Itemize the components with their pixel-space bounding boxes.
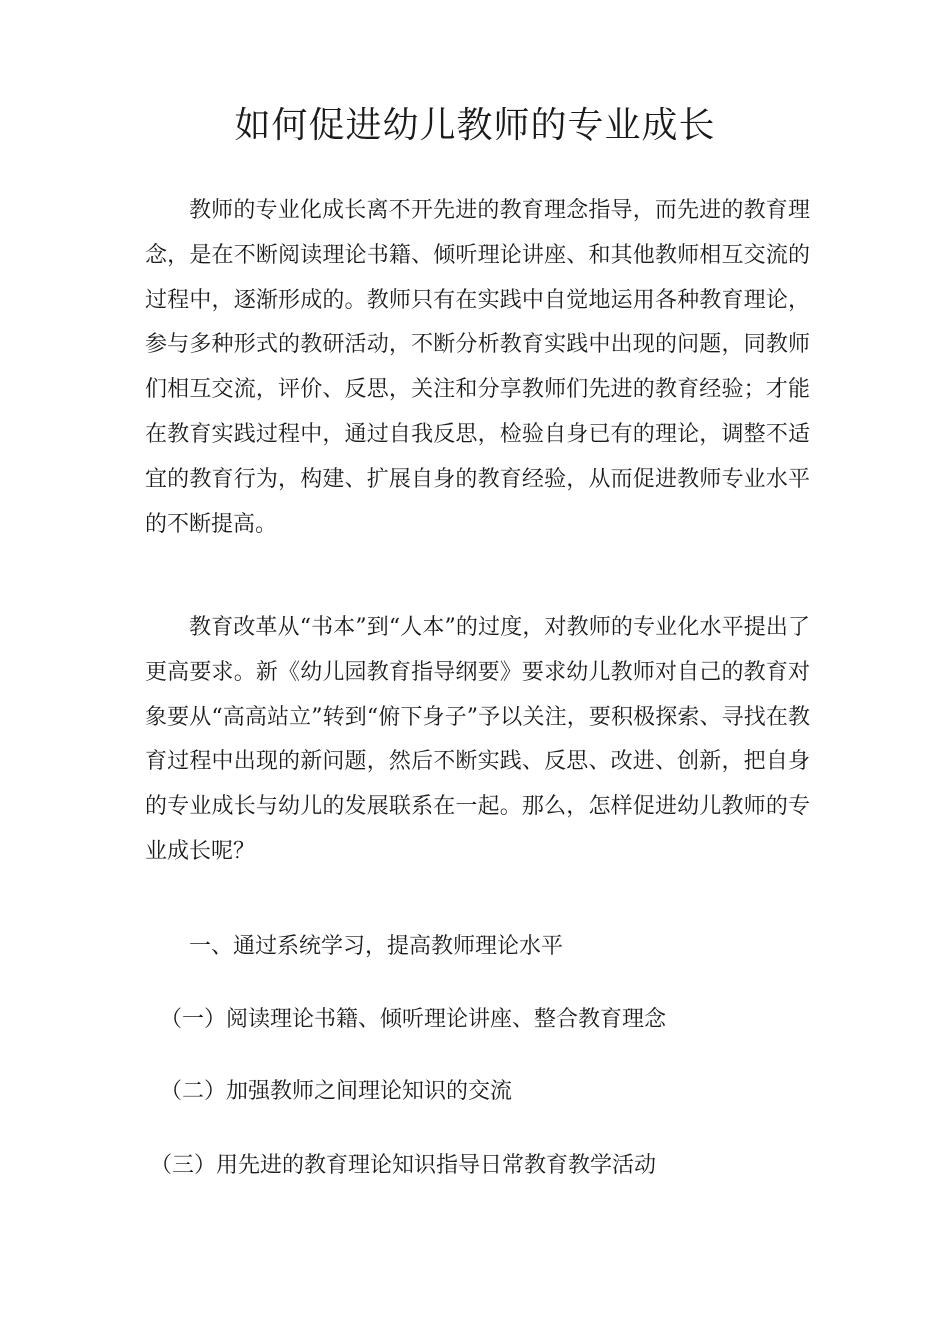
body-paragraph-1: 教师的专业化成长离不开先进的教育理念指导，而先进的教育理念，是在不断阅读理论书籍、倾听理论讲座、和其他教师相互交流的过程中，逐渐形成的。教师只有在实践中自觉地运用各种教育理论，参与多种形式的教研活动，不断分析教育实践中出现的问题，同教师们相互交流，评价、反思，关注和分享教师们先进的教育经验；才能在教育实践过程中，通过自我反思，检验自身已有的理论，调整不适宜的教育行为，构建、扩展自身的教育经验，从而促进教师专业水平的不断提高。	[145, 198, 810, 537]
subsection-heading-3: （三）用先进的教育理论知识指导日常教育教学活动	[150, 1153, 657, 1178]
section-heading-1: 一、通过系统学习，提高教师理论水平	[189, 934, 564, 959]
subsection-heading-1: （一）阅读理论书籍、倾听理论讲座、整合教育理念	[160, 1007, 667, 1032]
body-paragraph-2: 教育改革从“书本”到“人本”的过度，对教师的专业化水平提出了更高要求。新《幼儿园教育指导纲要》要求幼儿教师对自己的教育对象要从“高高站立”转到“俯下身子”予以关注，要积极探索、寻找在教育过程中出现的新问题，然后不断实践、反思、改进、创新，把自身的专业成长与幼儿的发展联系在一起。那么，怎样促进幼儿教师的专业成长呢？	[145, 615, 810, 864]
subsection-heading-2: （二）加强教师之间理论知识的交流	[160, 1079, 513, 1104]
document-title: 如何促进幼儿教师的专业成长	[234, 105, 716, 146]
